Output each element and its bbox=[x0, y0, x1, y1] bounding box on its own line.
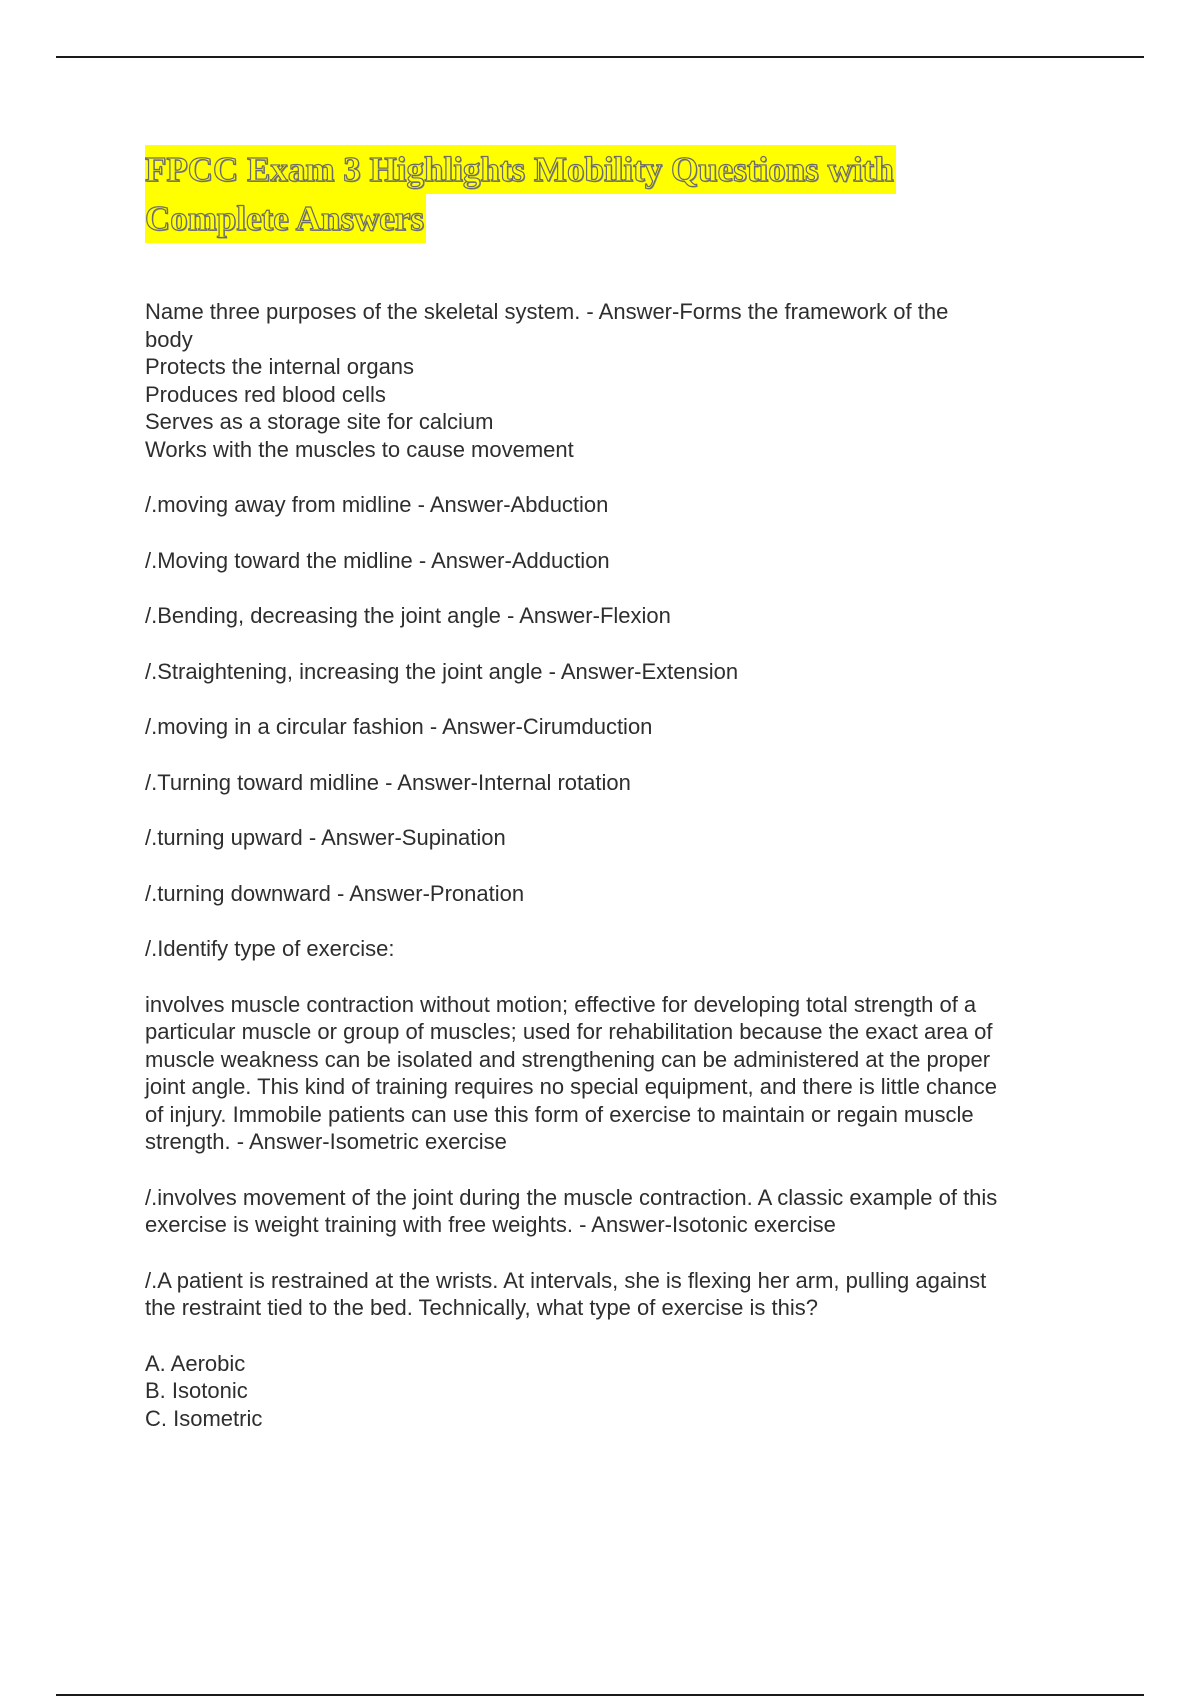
text-line: /.A patient is restrained at the wrists. At intervals, she is flexing her arm, pulling against bbox=[145, 1267, 987, 1293]
text-line: muscle weakness can be isolated and strengthening can be administered at the proper bbox=[145, 1046, 991, 1072]
answer-options bbox=[145, 1350, 1095, 1433]
text-line: Name three purposes of the skeletal system. - Answer-Forms the framework of the bbox=[145, 299, 949, 324]
text-line: /.moving away from midline - Answer-Abduction bbox=[145, 492, 609, 517]
question-paragraph bbox=[145, 1184, 1095, 1239]
title-line: FPCC Exam 3 Highlights Mobility Questions with bbox=[145, 145, 896, 194]
text-line: of injury. Immobile patients can use this form of exercise to maintain or regain muscle bbox=[145, 1101, 974, 1127]
text-line: strength. - Answer-Isometric exercise bbox=[145, 1129, 507, 1154]
question-paragraph bbox=[145, 991, 1095, 1156]
text-line: body bbox=[145, 326, 193, 352]
question-paragraph bbox=[145, 491, 1095, 519]
title-line: Complete Answers bbox=[145, 194, 426, 243]
question-paragraph bbox=[145, 602, 1095, 630]
question-paragraph bbox=[145, 935, 1095, 963]
answer-option: C. Isometric bbox=[145, 1405, 263, 1431]
top-divider bbox=[56, 56, 1144, 58]
text-line: exercise is weight training with free weights. - Answer-Isotonic exercise bbox=[145, 1212, 836, 1237]
text-line: /.Identify type of exercise: bbox=[145, 936, 395, 961]
text-line: /.Straightening, increasing the joint angle - Answer-Extension bbox=[145, 658, 739, 684]
question-paragraph bbox=[145, 824, 1095, 852]
text-line: joint angle. This kind of training requires no special equipment, and there is little chance bbox=[145, 1074, 997, 1099]
text-line: /.turning upward - Answer-Supination bbox=[145, 825, 506, 850]
text-line: Works with the muscles to cause movement bbox=[145, 436, 574, 462]
question-paragraph bbox=[145, 547, 1095, 575]
question-paragraph bbox=[145, 298, 1095, 463]
document-body bbox=[145, 298, 1095, 1460]
answer-option: B. Isotonic bbox=[145, 1378, 248, 1403]
text-line: /.Moving toward the midline - Answer-Adduction bbox=[145, 547, 610, 573]
text-line: Protects the internal organs bbox=[145, 354, 415, 379]
question-paragraph bbox=[145, 658, 1095, 686]
text-line: /.moving in a circular fashion - Answer-Cirumduction bbox=[145, 714, 653, 739]
question-paragraph bbox=[145, 1267, 1095, 1322]
question-paragraph bbox=[145, 880, 1095, 908]
answer-option: A. Aerobic bbox=[145, 1350, 246, 1376]
text-line: particular muscle or group of muscles; used for rehabilitation because the exact area of bbox=[145, 1019, 993, 1044]
text-line: /.turning downward - Answer-Pronation bbox=[145, 880, 525, 906]
question-paragraph bbox=[145, 713, 1095, 741]
text-line: Produces red blood cells bbox=[145, 381, 386, 407]
document-title bbox=[145, 145, 1045, 243]
text-line: the restraint tied to the bed. Technically, what type of exercise is this? bbox=[145, 1295, 818, 1320]
text-line: /.involves movement of the joint during the muscle contraction. A classic example of this bbox=[145, 1184, 998, 1210]
bottom-divider bbox=[56, 1694, 1144, 1696]
text-line: /.Bending, decreasing the joint angle - Answer-Flexion bbox=[145, 603, 671, 628]
text-line: /.Turning toward midline - Answer-Internal rotation bbox=[145, 769, 631, 795]
text-line: Serves as a storage site for calcium bbox=[145, 409, 494, 434]
question-paragraph bbox=[145, 769, 1095, 797]
text-line: involves muscle contraction without motion; effective for developing total strength of a bbox=[145, 991, 977, 1017]
